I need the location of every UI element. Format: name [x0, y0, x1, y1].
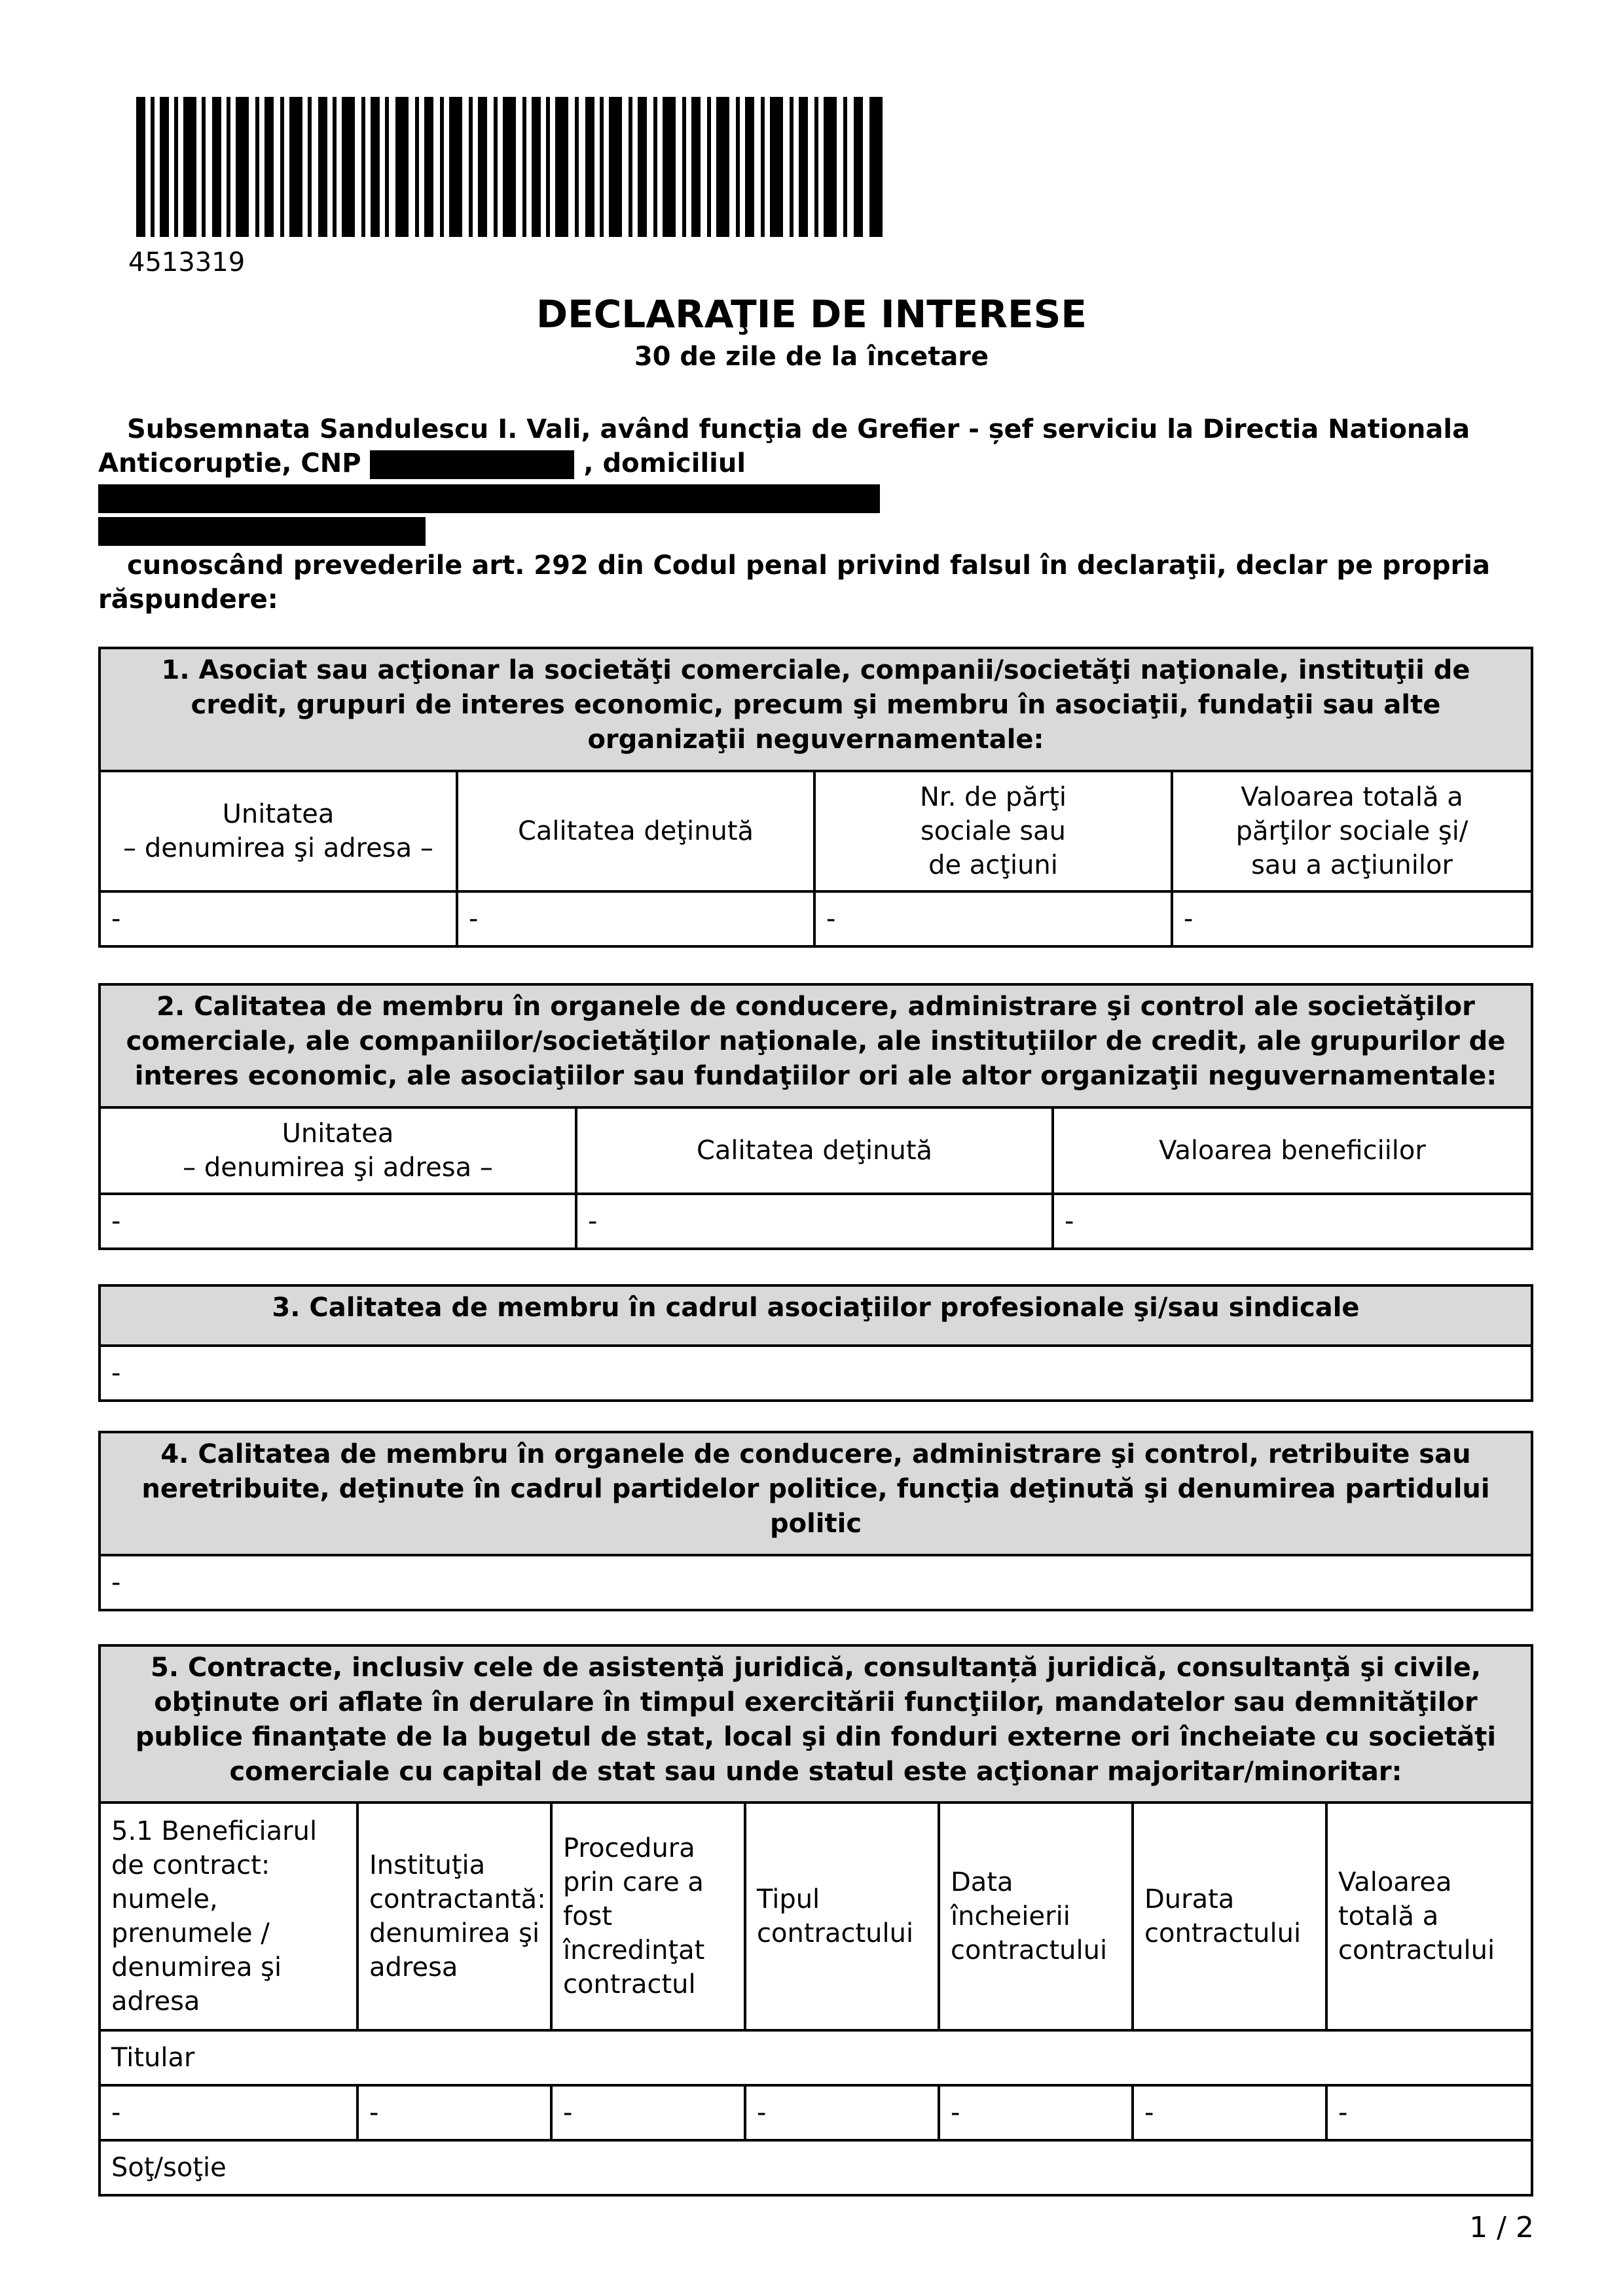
section-1-table [98, 647, 1533, 948]
col-unitatea: Unitatea – denumirea şi adresa – [101, 1109, 577, 1193]
section-4-table [98, 1431, 1533, 1611]
cell: - [101, 893, 458, 945]
cell: - [111, 1568, 121, 1598]
col-procedura: Procedura prin care a fost încredinţat contractul [553, 1804, 746, 2029]
intro-line-3 [98, 514, 1532, 548]
intro-line-1: Subsemnata Sandulescu I. Vali, având funcţia de Grefier - șef serviciu la Directia Nationala [127, 414, 1470, 444]
section-1-columns [101, 772, 1531, 890]
col-unitatea: Unitatea – denumirea şi adresa – [101, 772, 458, 890]
cell: - [577, 1195, 1054, 1247]
barcode [136, 97, 883, 237]
cell: - [553, 2087, 746, 2139]
section-5-header: 5. Contracte, inclusiv cele de asistenţă juridică, consultanță juridică, consultanţă şi civile, obţinute ori aflate în derulare în timpul exercitării funcţiilor, mandatelor sau demnităţilor publice finanţate de la bugetul de stat, local şi din fonduri externe ori încheiate cu societăţi comerciale cu capital de stat sau unde statul este acţionar majoritar/minoritar: [101, 1647, 1531, 1804]
col-nr-parti: Nr. de părţi sociale sau de acţiuni [816, 772, 1173, 890]
col-beneficiar: 5.1 Beneficiarul de contract: numele, prenumele / denumirea şi adresa [101, 1804, 359, 2029]
page-title: DECLARAŢIE DE INTERESE [536, 292, 1087, 336]
intro-cnp-label: Anticoruptie, CNP [98, 448, 361, 478]
barcode-number: 4513319 [128, 247, 246, 278]
intro-line-2 [98, 446, 1532, 514]
col-valoarea: Valoarea totală a părţilor sociale şi/ sau a acţiunilor [1235, 782, 1468, 880]
cell: - [359, 2087, 553, 2139]
col-calitatea: Calitatea deţinută [458, 772, 816, 890]
section-2-header: 2. Calitatea de membru în organele de conducere, administrare şi control ale societăţilor comerciale, ale companiilor/societăţilor naţionale, ale instituţiilor de credit, ale grupurilor de interes economic, ale asociaţiilor sau fundaţiilor ori ale altor organizaţii neguvernamentale: [101, 986, 1531, 1109]
section-2-table [98, 983, 1533, 1250]
cell: - [101, 1195, 577, 1247]
section-3-table [98, 1284, 1533, 1402]
intro-statement [98, 412, 1532, 617]
page-subtitle: 30 de zile de la încetare [634, 342, 989, 372]
cell: - [746, 2087, 940, 2139]
table-row [101, 890, 1531, 945]
intro-address-label: , domiciliul [583, 448, 746, 478]
redacted-address-continued [98, 517, 426, 546]
col-valoarea-totala: Valoarea totală a contractului [1338, 1867, 1495, 1965]
col-calitatea: Calitatea deţinută [577, 1109, 1054, 1193]
titular-label: Titular [111, 2043, 195, 2073]
cell: - [1184, 904, 1194, 934]
table-row [101, 2084, 1531, 2139]
col-data: Data încheierii contractului [940, 1804, 1134, 2029]
cell: - [940, 2087, 1134, 2139]
cell: - [816, 893, 1173, 945]
table-row [101, 1193, 1531, 1247]
spouse-label: Soţ/soţie [111, 2153, 227, 2183]
cell: - [111, 1358, 121, 1388]
redacted-address [98, 484, 880, 513]
spouse-row [101, 2139, 1531, 2194]
redacted-cnp [370, 450, 574, 479]
col-durata: Durata contractului [1134, 1804, 1328, 2029]
table-row [101, 1556, 1531, 1609]
page-number: 1 / 2 [1469, 2211, 1534, 2244]
table-row [101, 1347, 1531, 1399]
section-2-columns [101, 1109, 1531, 1193]
col-valoarea-beneficiilor: Valoarea beneficiilor [1159, 1136, 1426, 1166]
intro-line-5: răspundere: [98, 584, 278, 615]
section-1-header: 1. Asociat sau acţionar la societăţi comerciale, companii/societăţi naţionale, instituţii de credit, grupuri de interes economic, precum şi membru în asociaţii, fundaţii sau alte organizaţii neguvernamentale: [101, 649, 1531, 772]
section-4-header: 4. Calitatea de membru în organele de conducere, administrare şi control, retribuite sau neretribuite, deţinute în cadrul partidelor politice, funcţia deţinută şi denumirea partidului politic [101, 1433, 1531, 1556]
section-3-header: 3. Calitatea de membru în cadrul asociaţiilor profesionale şi/sau sindicale [101, 1287, 1531, 1347]
titular-row [101, 2029, 1531, 2084]
cell: - [1065, 1206, 1074, 1236]
col-tipul: Tipul contractului [746, 1804, 940, 2029]
section-5-columns [101, 1804, 1531, 2029]
section-5-table [98, 1644, 1533, 2197]
col-institutia: Instituţia contractantă: denumirea şi adresa [359, 1804, 553, 2029]
cell: - [458, 893, 816, 945]
cell: - [1338, 2098, 1348, 2128]
intro-line-4: cunoscând prevederile art. 292 din Codul penal privind falsul în declaraţii, declar pe propria [127, 550, 1490, 581]
cell: - [101, 2087, 359, 2139]
cell: - [1134, 2087, 1328, 2139]
